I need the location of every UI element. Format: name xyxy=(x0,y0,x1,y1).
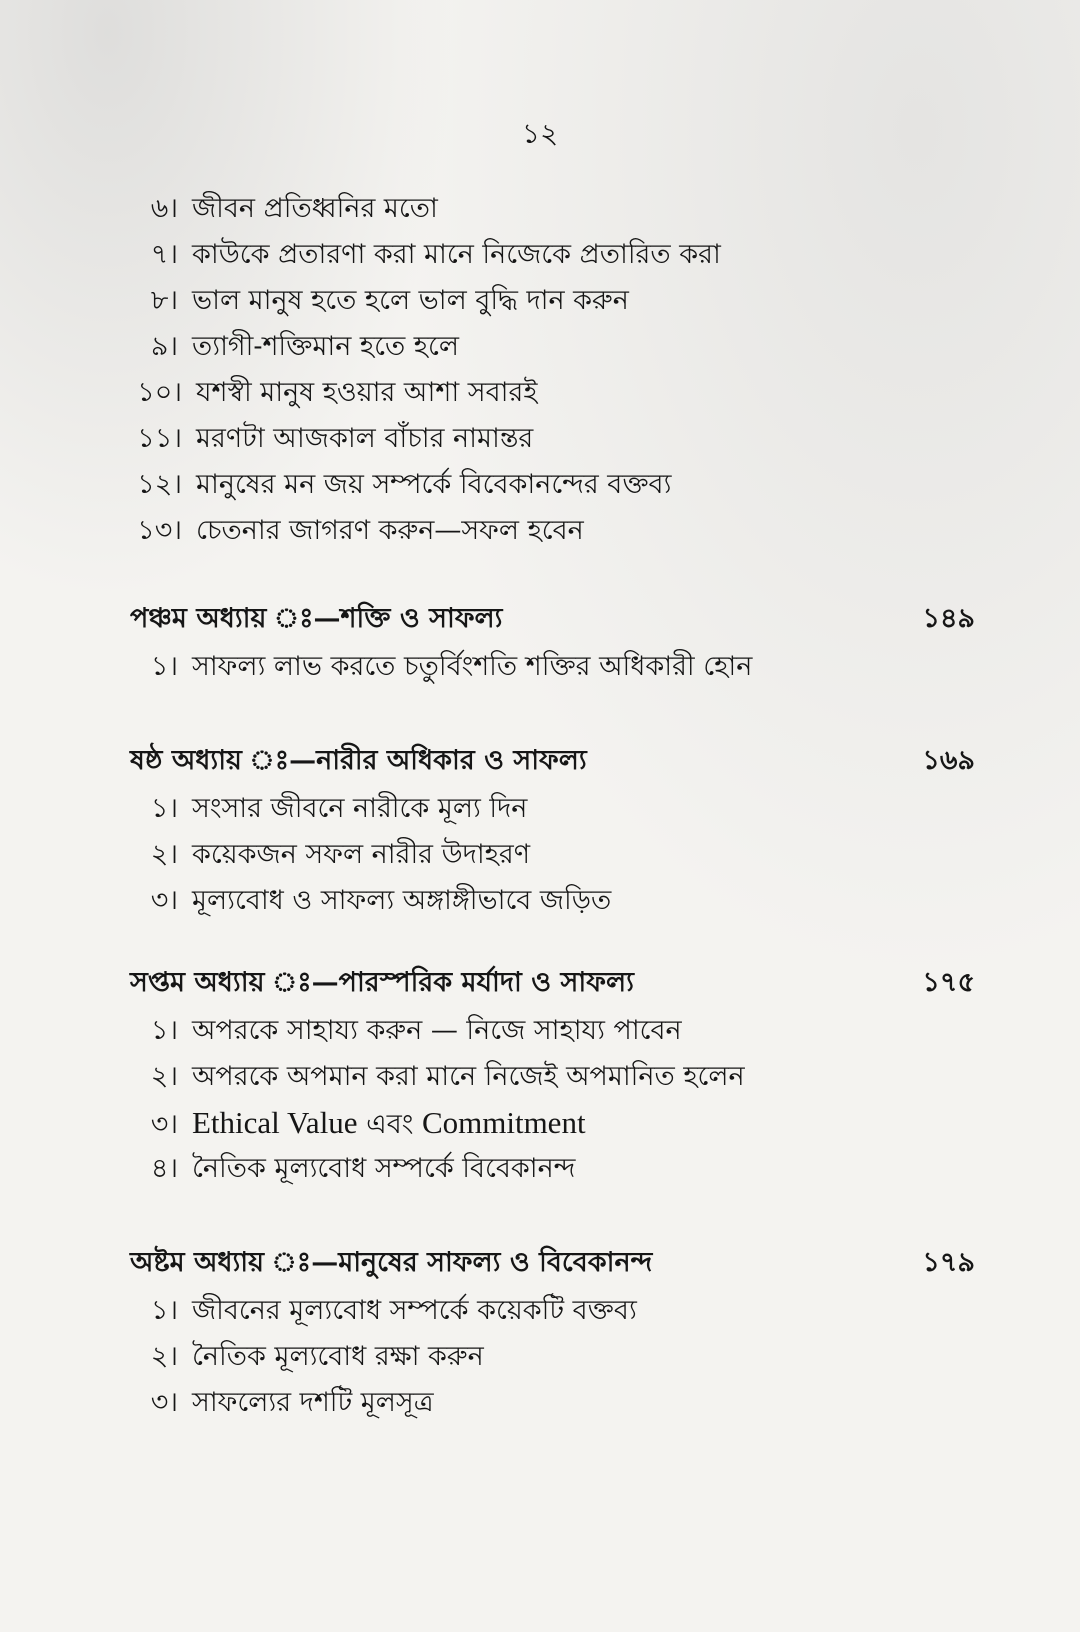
entry-title: মরণটা আজকাল বাঁচার নামান্তর xyxy=(196,423,534,454)
entry-number: ৩। xyxy=(150,1109,178,1140)
toc-entry xyxy=(130,786,975,832)
entry-title-conjunction: এবং xyxy=(357,1109,422,1140)
entry-number: ৭। xyxy=(150,239,178,270)
toc-entry xyxy=(130,1054,975,1100)
entry-title: ভাল মানুষ হতে হলে ভাল বুদ্ধি দান করুন xyxy=(192,285,629,316)
entry-number: ১২। xyxy=(137,469,182,500)
table-of-contents xyxy=(130,186,975,1426)
toc-entry xyxy=(130,1100,975,1146)
toc-entry xyxy=(130,462,975,508)
entry-title: যশস্বী মানুষ হওয়ার আশা সবারই xyxy=(196,377,538,408)
toc-entry xyxy=(130,644,975,690)
entry-number: ৩। xyxy=(150,885,178,916)
entry-title-latin: Commitment xyxy=(421,1105,586,1140)
chapter-heading xyxy=(130,736,975,786)
toc-entry xyxy=(130,508,975,554)
entry-number: ৮। xyxy=(150,285,178,316)
entry-number: ১০। xyxy=(137,377,182,408)
entry-number: ২। xyxy=(150,1341,178,1372)
chapter-heading xyxy=(130,958,975,1008)
entry-number: ২। xyxy=(150,839,178,870)
entry-title: সাফল্যের দশটি মূলসূত্র xyxy=(192,1387,434,1418)
entry-title: জীবন প্রতিধ্বনির মতো xyxy=(192,193,438,224)
entry-title: নৈতিক মূল্যবোধ রক্ষা করুন xyxy=(192,1341,484,1372)
chapter-title: সপ্তম অধ্যায় ঃ—পারস্পরিক মর্যাদা ও সাফল্য xyxy=(130,967,634,998)
toc-entry xyxy=(130,1008,975,1054)
chapter-heading xyxy=(130,1238,975,1288)
toc-entry xyxy=(130,186,975,232)
entry-title: অপরকে অপমান করা মানে নিজেই অপমানিত হলেন xyxy=(192,1061,745,1092)
entry-title: চেতনার জাগরণ করুন—সফল হবেন xyxy=(196,515,584,546)
entry-number: ৯। xyxy=(150,331,178,362)
toc-entry xyxy=(130,832,975,878)
toc-entry xyxy=(130,878,975,924)
entry-number: ৬। xyxy=(150,193,178,224)
page-number: ১২ xyxy=(521,117,559,150)
entry-number: ১। xyxy=(150,651,178,682)
toc-entry xyxy=(130,416,975,462)
entry-number: ২। xyxy=(150,1061,178,1092)
entry-title: সংসার জীবনে নারীকে মূল্য দিন xyxy=(192,793,528,824)
entry-title: অপরকে সাহায্য করুন — নিজে সাহায্য পাবেন xyxy=(192,1015,682,1046)
toc-entry xyxy=(130,1146,975,1192)
chapter-title: পঞ্চম অধ্যায় ঃ—শক্তি ও সাফল্য xyxy=(130,603,503,634)
toc-entry xyxy=(130,370,975,416)
entry-number: ১। xyxy=(150,1295,178,1326)
entry-title: মূল্যবোধ ও সাফল্য অঙ্গাঙ্গীভাবে জড়িত xyxy=(192,885,612,916)
entry-title: নৈতিক মূল্যবোধ সম্পর্কে বিবেকানন্দ xyxy=(192,1153,576,1184)
chapter-page: ১৪৯ xyxy=(922,603,975,634)
chapter-heading xyxy=(130,594,975,644)
entry-number: ১৩। xyxy=(137,515,182,546)
entry-number: ১। xyxy=(150,793,178,824)
chapter-page: ১৬৯ xyxy=(922,745,975,776)
entry-title: মানুষের মন জয় সম্পর্কে বিবেকানন্দের বক্তব্য xyxy=(196,469,672,500)
chapter-page: ১৭৫ xyxy=(922,967,975,998)
toc-entry xyxy=(130,1288,975,1334)
toc-entry xyxy=(130,324,975,370)
toc-entry xyxy=(130,232,975,278)
toc-entry xyxy=(130,1380,975,1426)
entry-number: ১। xyxy=(150,1015,178,1046)
toc-entry xyxy=(130,1334,975,1380)
entry-number: ১১। xyxy=(137,423,182,454)
entry-number: ৪। xyxy=(150,1153,178,1184)
entry-title: কয়েকজন সফল নারীর উদাহরণ xyxy=(192,839,531,870)
entry-title: সাফল্য লাভ করতে চতুর্বিংশতি শক্তির অধিকারী হোন xyxy=(192,651,753,682)
toc-entry xyxy=(130,278,975,324)
chapter-title: ষষ্ঠ অধ্যায় ঃ—নারীর অধিকার ও সাফল্য xyxy=(130,745,587,776)
entry-title: ত্যাগী-শক্তিমান হতে হলে xyxy=(192,331,459,362)
entry-number: ৩। xyxy=(150,1387,178,1418)
chapter-page: ১৭৯ xyxy=(922,1247,975,1278)
entry-title-latin: Ethical Value xyxy=(192,1105,358,1140)
entry-title: কাউকে প্রতারণা করা মানে নিজেকে প্রতারিত করা xyxy=(192,239,721,270)
entry-title: জীবনের মূল্যবোধ সম্পর্কে কয়েকটি বক্তব্য xyxy=(192,1295,637,1326)
chapter-title: অষ্টম অধ্যায় ঃ—মানুষের সাফল্য ও বিবেকানন্দ xyxy=(130,1247,653,1278)
